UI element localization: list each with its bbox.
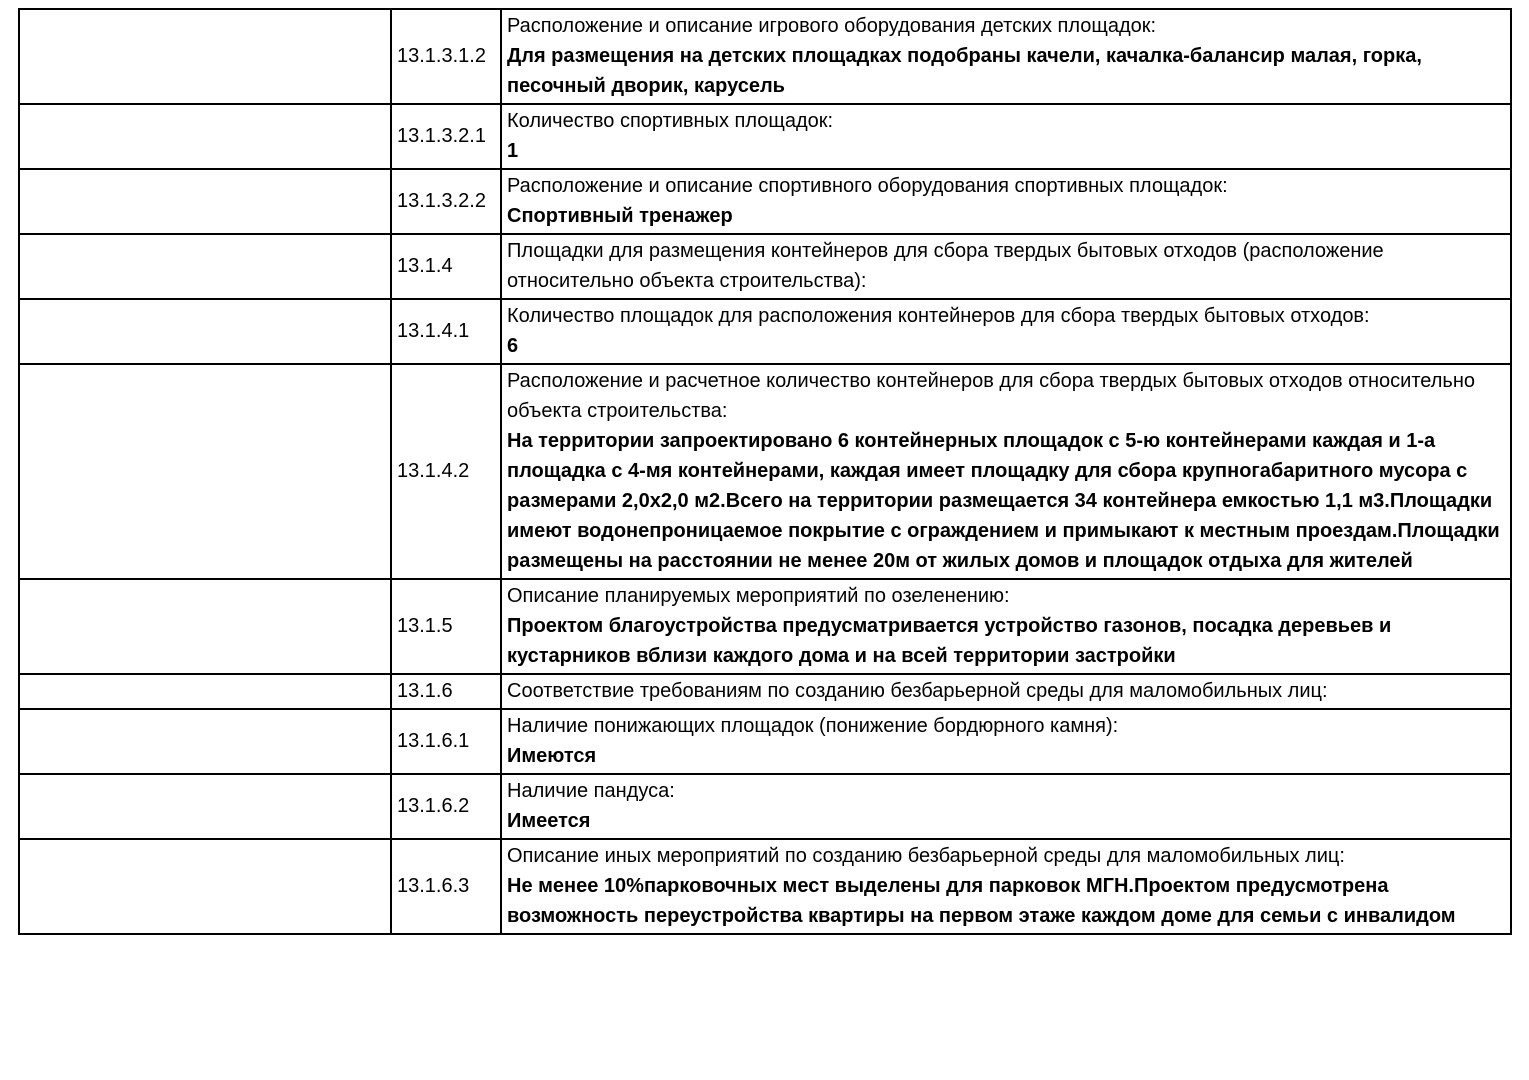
field-label: Количество площадок для расположения контейнеров для сбора твердых бытовых отходов: bbox=[507, 305, 1370, 327]
table-row bbox=[19, 709, 1511, 774]
item-code-cell: 13.1.6.1 bbox=[391, 709, 501, 774]
item-code-cell: 13.1.3.2.2 bbox=[391, 169, 501, 234]
field-label: Описание планируемых мероприятий по озеленению: bbox=[507, 585, 1010, 607]
item-code-cell: 13.1.3.1.2 bbox=[391, 9, 501, 104]
empty-left-cell bbox=[19, 104, 391, 169]
field-label: Соответствие требованиям по созданию безбарьерной среды для маломобильных лиц: bbox=[507, 680, 1328, 702]
item-code-cell: 13.1.3.2.1 bbox=[391, 104, 501, 169]
table-row bbox=[19, 839, 1511, 934]
table-row bbox=[19, 774, 1511, 839]
item-content-cell bbox=[501, 709, 1511, 774]
field-value: Проектом благоустройства предусматривается устройство газонов, посадка деревьев и кустарников вблизи каждого дома и на всей территории застройки bbox=[507, 615, 1392, 667]
empty-left-cell bbox=[19, 774, 391, 839]
table-row bbox=[19, 169, 1511, 234]
field-label: Наличие пандуса: bbox=[507, 780, 675, 802]
item-content-cell bbox=[501, 234, 1511, 299]
empty-left-cell bbox=[19, 839, 391, 934]
item-code-cell: 13.1.4.1 bbox=[391, 299, 501, 364]
field-value: На территории запроектировано 6 контейнерных площадок с 5-ю контейнерами каждая и 1-а площадка с 4-мя контейнерами, каждая имеет площадку для сбора крупногабаритного мусора с размерами 2,0х2,0 м2.Всего на территории размещается 34 контейнера емкостью 1,1 м3.Площадки имеют водонепроницаемое покрытие с ограждением и примыкают к местным проездам.Площадки размещены на расстоянии не менее 20м от жилых домов и площадок отдыха для жителей bbox=[507, 430, 1500, 572]
field-label: Расположение и описание игрового оборудования детских площадок: bbox=[507, 15, 1157, 37]
field-label: Количество спортивных площадок: bbox=[507, 110, 834, 132]
item-content-cell bbox=[501, 299, 1511, 364]
item-content-cell bbox=[501, 104, 1511, 169]
field-label: Площадки для размещения контейнеров для сбора твердых бытовых отходов (расположение относительно объекта строительства): bbox=[507, 240, 1384, 292]
item-content-cell bbox=[501, 169, 1511, 234]
project-declaration-table bbox=[18, 8, 1512, 935]
item-content-cell bbox=[501, 9, 1511, 104]
item-code-cell: 13.1.6 bbox=[391, 674, 501, 709]
empty-left-cell bbox=[19, 709, 391, 774]
field-value: Спортивный тренажер bbox=[507, 205, 733, 227]
field-value: 6 bbox=[507, 335, 519, 357]
item-code-cell: 13.1.4 bbox=[391, 234, 501, 299]
empty-left-cell bbox=[19, 674, 391, 709]
empty-left-cell bbox=[19, 234, 391, 299]
item-code-cell: 13.1.6.2 bbox=[391, 774, 501, 839]
table-row bbox=[19, 299, 1511, 364]
item-content-cell bbox=[501, 364, 1511, 579]
table-row bbox=[19, 234, 1511, 299]
item-content-cell bbox=[501, 839, 1511, 934]
item-content-cell bbox=[501, 774, 1511, 839]
field-value: Имеются bbox=[507, 745, 597, 767]
table-row bbox=[19, 104, 1511, 169]
field-value: 1 bbox=[507, 140, 519, 162]
field-value: Для размещения на детских площадках подобраны качели, качалка-балансир малая, горка, песочный дворик, карусель bbox=[507, 45, 1422, 97]
empty-left-cell bbox=[19, 299, 391, 364]
table-row bbox=[19, 579, 1511, 674]
field-label: Расположение и описание спортивного оборудования спортивных площадок: bbox=[507, 175, 1228, 197]
item-content-cell bbox=[501, 579, 1511, 674]
item-content-cell bbox=[501, 674, 1511, 709]
empty-left-cell bbox=[19, 579, 391, 674]
empty-left-cell bbox=[19, 169, 391, 234]
empty-left-cell bbox=[19, 9, 391, 104]
table-body bbox=[19, 9, 1511, 934]
table-row bbox=[19, 9, 1511, 104]
field-label: Наличие понижающих площадок (понижение бордюрного камня): bbox=[507, 715, 1119, 737]
item-code-cell: 13.1.4.2 bbox=[391, 364, 501, 579]
table-row bbox=[19, 674, 1511, 709]
item-code-cell: 13.1.5 bbox=[391, 579, 501, 674]
field-value: Имеется bbox=[507, 810, 591, 832]
item-code-cell: 13.1.6.3 bbox=[391, 839, 501, 934]
field-value: Не менее 10%парковочных мест выделены для парковок МГН.Проектом предусмотрена возможность переустройства квартиры на первом этаже каждом доме для семьи с инвалидом bbox=[507, 875, 1456, 927]
table-row bbox=[19, 364, 1511, 579]
field-label: Описание иных мероприятий по созданию безбарьерной среды для маломобильных лиц: bbox=[507, 845, 1345, 867]
empty-left-cell bbox=[19, 364, 391, 579]
field-label: Расположение и расчетное количество контейнеров для сбора твердых бытовых отходов относительно объекта строительства: bbox=[507, 370, 1476, 422]
